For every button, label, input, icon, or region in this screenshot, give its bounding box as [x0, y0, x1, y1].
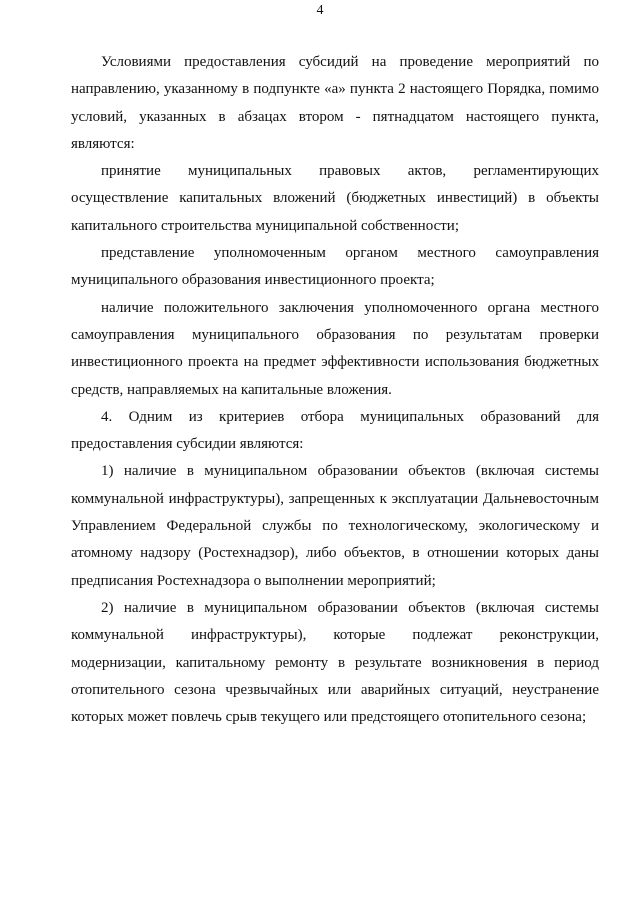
paragraph-criterion-2: 2) наличие в муниципальном образовании объектов (включая системы коммунальной инфраструктуры), которые подлежат реконструкции, модернизации, капитальному ремонту в результате возникновения в период отопительного сезона чрезвычайных или аварийных ситуаций, неустранение которых может повлечь срыв текущего или предстоящего отопительного сезона;	[71, 599, 599, 726]
document-body	[71, 49, 599, 731]
paragraph-subsidy-conditions: Условиями предоставления субсидий на проведение мероприятий по направлению, указанному в подпункте «а» пункта 2 настоящего Порядка, помимо условий, указанных в абзацах втором - пятнадцатом настоящего пункта, являются:	[71, 54, 599, 152]
paragraph-positive-conclusion: наличие положительного заключения уполномоченного органа местного самоуправления муниципального образования по результатам проверки инвестиционного проекта на предмет эффективности использования бюджетных средств, направляемых на капитальные вложения.	[71, 299, 599, 398]
paragraph-criterion-1: 1) наличие в муниципальном образовании объектов (включая системы коммунальной инфраструктуры), запрещенных к эксплуатации Дальневосточным Управлением Федеральной службы по технологическому, экологическому и атомному надзору (Ростехнадзор), либо объектов, в отношении которых даны предписания Ростехнадзора о выполнении мероприятий;	[71, 463, 599, 589]
page-number: 4	[316, 3, 324, 18]
paragraph-selection-criteria: 4. Одним из критериев отбора муниципальных образований для предоставления субсидии являются:	[71, 408, 599, 453]
paragraph-municipal-acts: принятие муниципальных правовых актов, регламентирующих осуществление капитальных вложений (бюджетных инвестиций) в объекты капитального строительства муниципальной собственности;	[71, 163, 599, 234]
paragraph-investment-project: представление уполномоченным органом местного самоуправления муниципального образования инвестиционного проекта;	[71, 245, 599, 289]
